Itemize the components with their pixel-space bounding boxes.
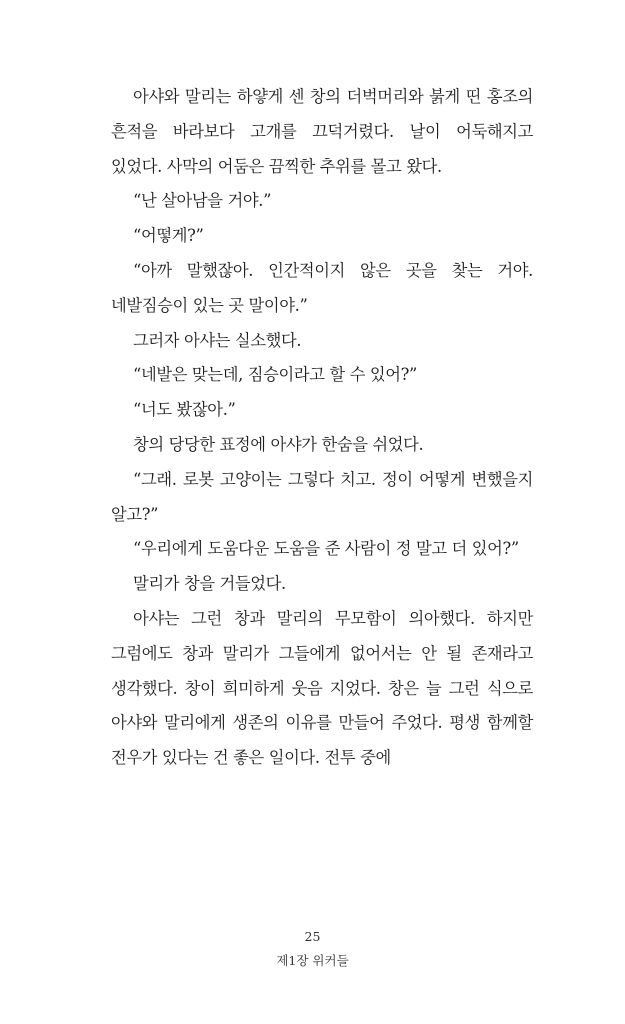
paragraph: “우리에게 도움다운 도움을 준 사람이 정 말고 더 있어?”: [133, 539, 519, 559]
paragraph: 말리가 창을 거들었다.: [133, 574, 286, 594]
paragraph: 아샤와 말리는 하얗게 센 창의 더벅머리와 붉게 띤 홍조의 흔적을 바라보다 고개를 끄덕거렸다. 날이 어둑해지고 있었다. 사막의 어둠은 끔찍한 추위를 몰고 왔다.: [111, 87, 533, 176]
paragraph: “난 살아남을 거야.”: [133, 191, 272, 211]
paragraph: “그래. 로봇 고양이는 그렇다 치고. 정이 어떻게 변했을지 알고?”: [111, 469, 533, 524]
paragraph: “아까 말했잖아. 인간적이지 않은 곳을 찾는 거야. 네발짐승이 있는 곳 말이야.”: [111, 260, 533, 315]
paragraph: “너도 봤잖아.”: [133, 400, 236, 420]
page-number: 25: [304, 929, 321, 944]
paragraph: “어떻게?”: [133, 226, 204, 246]
paragraph: 창의 당당한 표정에 아샤가 한숨을 쉬었다.: [133, 434, 424, 454]
running-footer-chapter-title: 제1장 위커들: [276, 953, 349, 968]
paragraph: 아샤는 그런 창과 말리의 무모함이 의아했다. 하지만 그럼에도 창과 말리가 그들에게 없어서는 안 될 존재라고 생각했다. 창이 희미하게 웃음 지었다. 창은 늘 그런 식으로 아샤와 말리에게 생존의 이유를 만들어 주었다. 평생 함께할 전우가 있다는 건 좋은 일이다. 전투 중에: [111, 608, 533, 768]
paragraph: 그러자 아샤는 실소했다.: [133, 330, 302, 350]
body-text: [111, 80, 533, 776]
paragraph: “네발은 맞는데, 짐승이라고 할 수 있어?”: [133, 365, 417, 385]
